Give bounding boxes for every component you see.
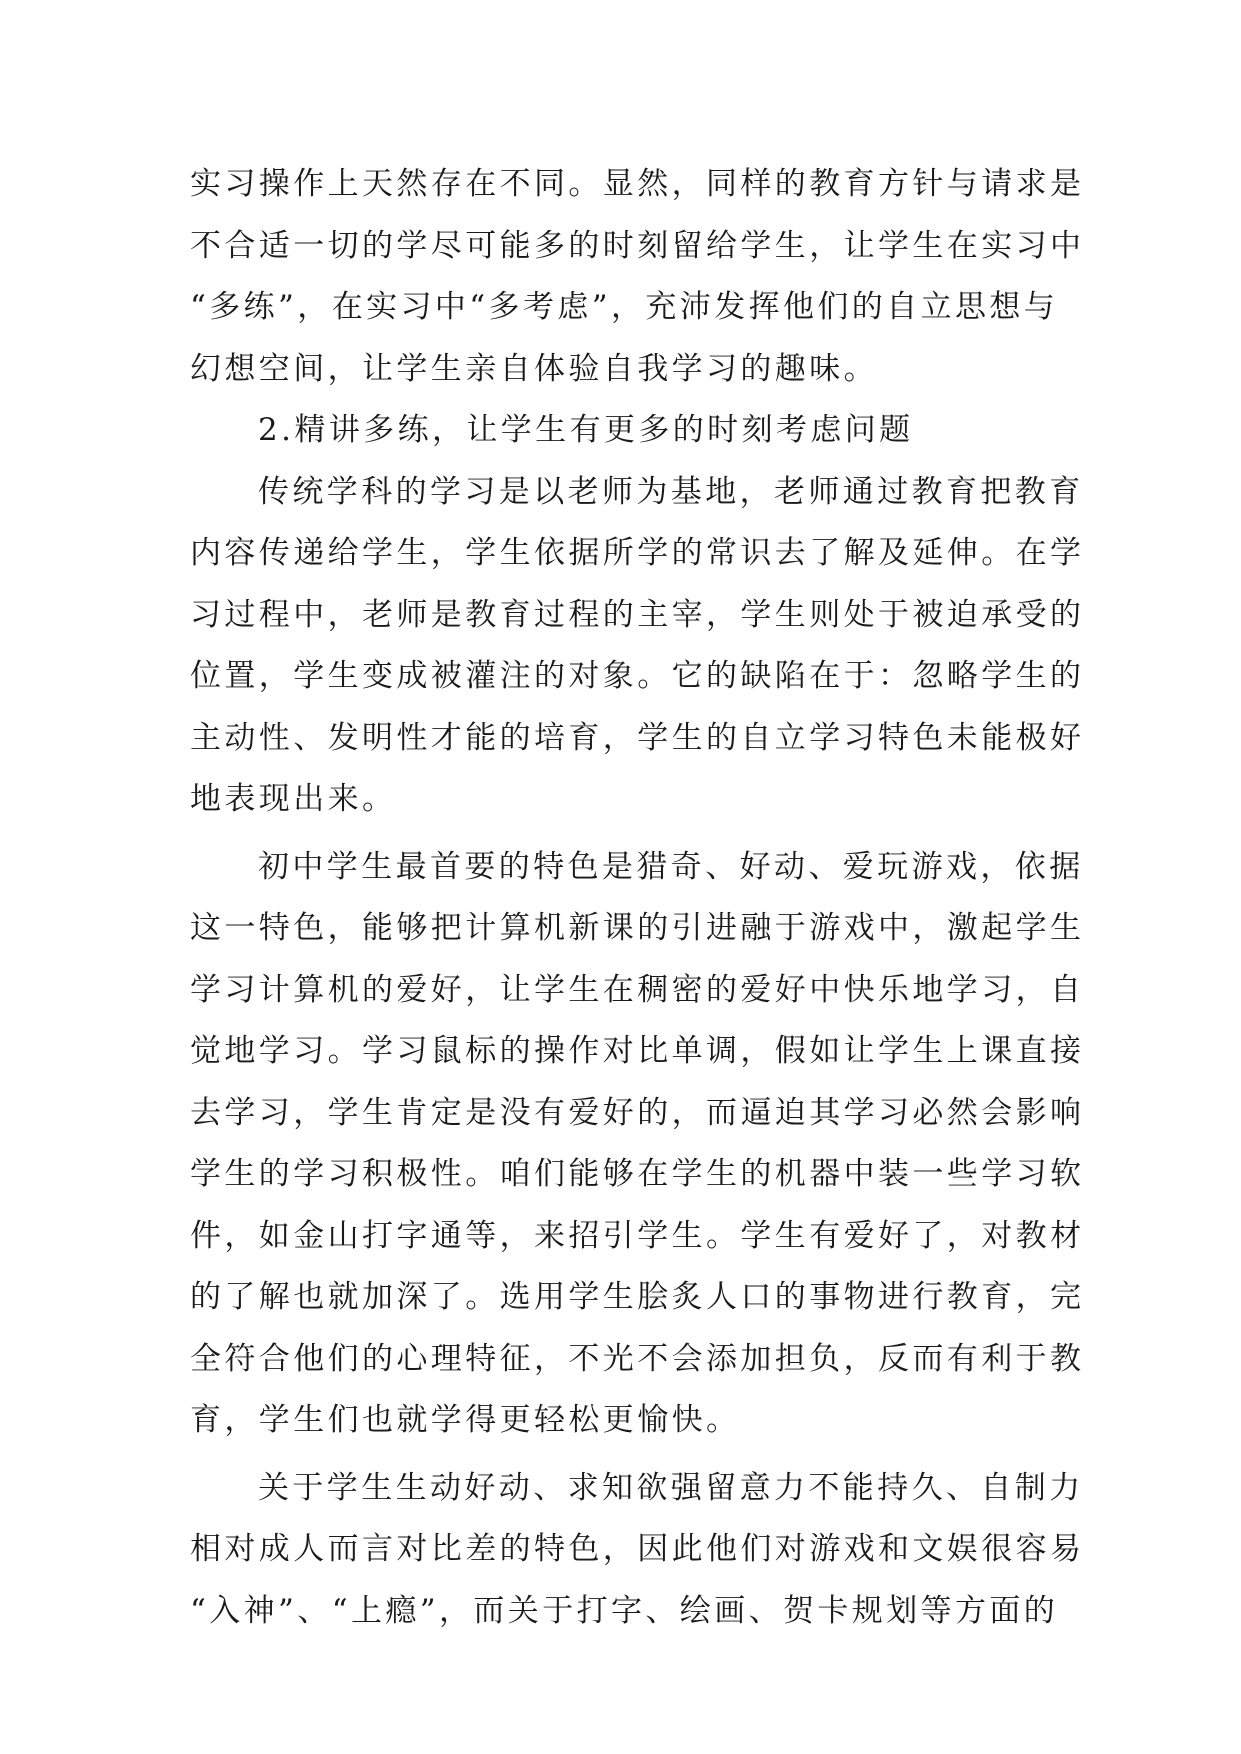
text-line: 去学习，学生肯定是没有爱好的，而逼迫其学习必然会影响 [190, 1094, 1085, 1131]
text-line: 位置，学生变成被灌注的对象。它的缺陷在于：忽略学生的 [190, 658, 1085, 694]
paragraph [190, 1458, 1085, 1643]
text-line: 幻想空间，让学生亲自体验自我学习的趣味。 [190, 350, 878, 387]
paragraph [190, 837, 1085, 1452]
text-line: 全符合他们的心理特征，不光不会添加担负，反而有利于教 [190, 1340, 1085, 1377]
text-line: 这一特色，能够把计算机新课的引进融于游戏中，激起学生 [190, 910, 1085, 946]
text-line: 育，学生们也就学得更轻松更愉快。 [190, 1402, 741, 1438]
text-line: 实习操作上天然存在不同。显然，同样的教育方针与请求是 [190, 166, 1085, 202]
heading-text: 2.精讲多练，让学生有更多的时刻考虑问题 [258, 412, 914, 448]
text-line: 主动性、发明性才能的培育，学生的自立学习特色未能极好 [190, 719, 1085, 756]
paragraph [190, 462, 1085, 831]
text-line: 觉地学习。学习鼠标的操作对比单调，假如让学生上课直接 [190, 1033, 1085, 1069]
text-line: 地表现出来。 [190, 781, 397, 817]
document-body [190, 154, 1085, 1642]
text-line: 传统学科的学习是以老师为基地，老师通过教育把教育 [258, 473, 1084, 510]
text-line: 相对成人而言对比差的特色，因此他们对游戏和文娱很容易 [190, 1531, 1085, 1567]
text-line: 学生的学习积极性。咱们能够在学生的机器中装一些学习软 [190, 1156, 1085, 1192]
text-line: 的了解也就加深了。选用学生脍炙人口的事物进行教育，完 [190, 1279, 1085, 1315]
text-line: “多练”，在实习中“多考虑”，充沛发挥他们的自立思想与 [190, 289, 1059, 325]
text-line: 关于学生生动好动、求知欲强留意力不能持久、自制力 [258, 1469, 1084, 1506]
text-line: 习过程中，老师是教育过程的主宰，学生则处于被迫承受的 [190, 596, 1085, 633]
text-line: 初中学生最首要的特色是猎奇、好动、爱玩游戏，依据 [258, 848, 1084, 885]
text-line: 学习计算机的爱好，让学生在稠密的爱好中快乐地学习，自 [190, 971, 1085, 1008]
text-line: “入神”、“上瘾”，而关于打字、绘画、贺卡规划等方面的 [190, 1592, 1059, 1629]
paragraph [190, 154, 1085, 400]
text-line: 内容传递给学生，学生依据所学的常识去了解及延伸。在学 [190, 535, 1085, 571]
text-line: 件，如金山打字通等，来招引学生。学生有爱好了，对教材 [190, 1217, 1085, 1254]
section-heading [190, 400, 1056, 462]
text-line: 不合适一切的学尽可能多的时刻留给学生，让学生在实习中 [190, 227, 1085, 264]
